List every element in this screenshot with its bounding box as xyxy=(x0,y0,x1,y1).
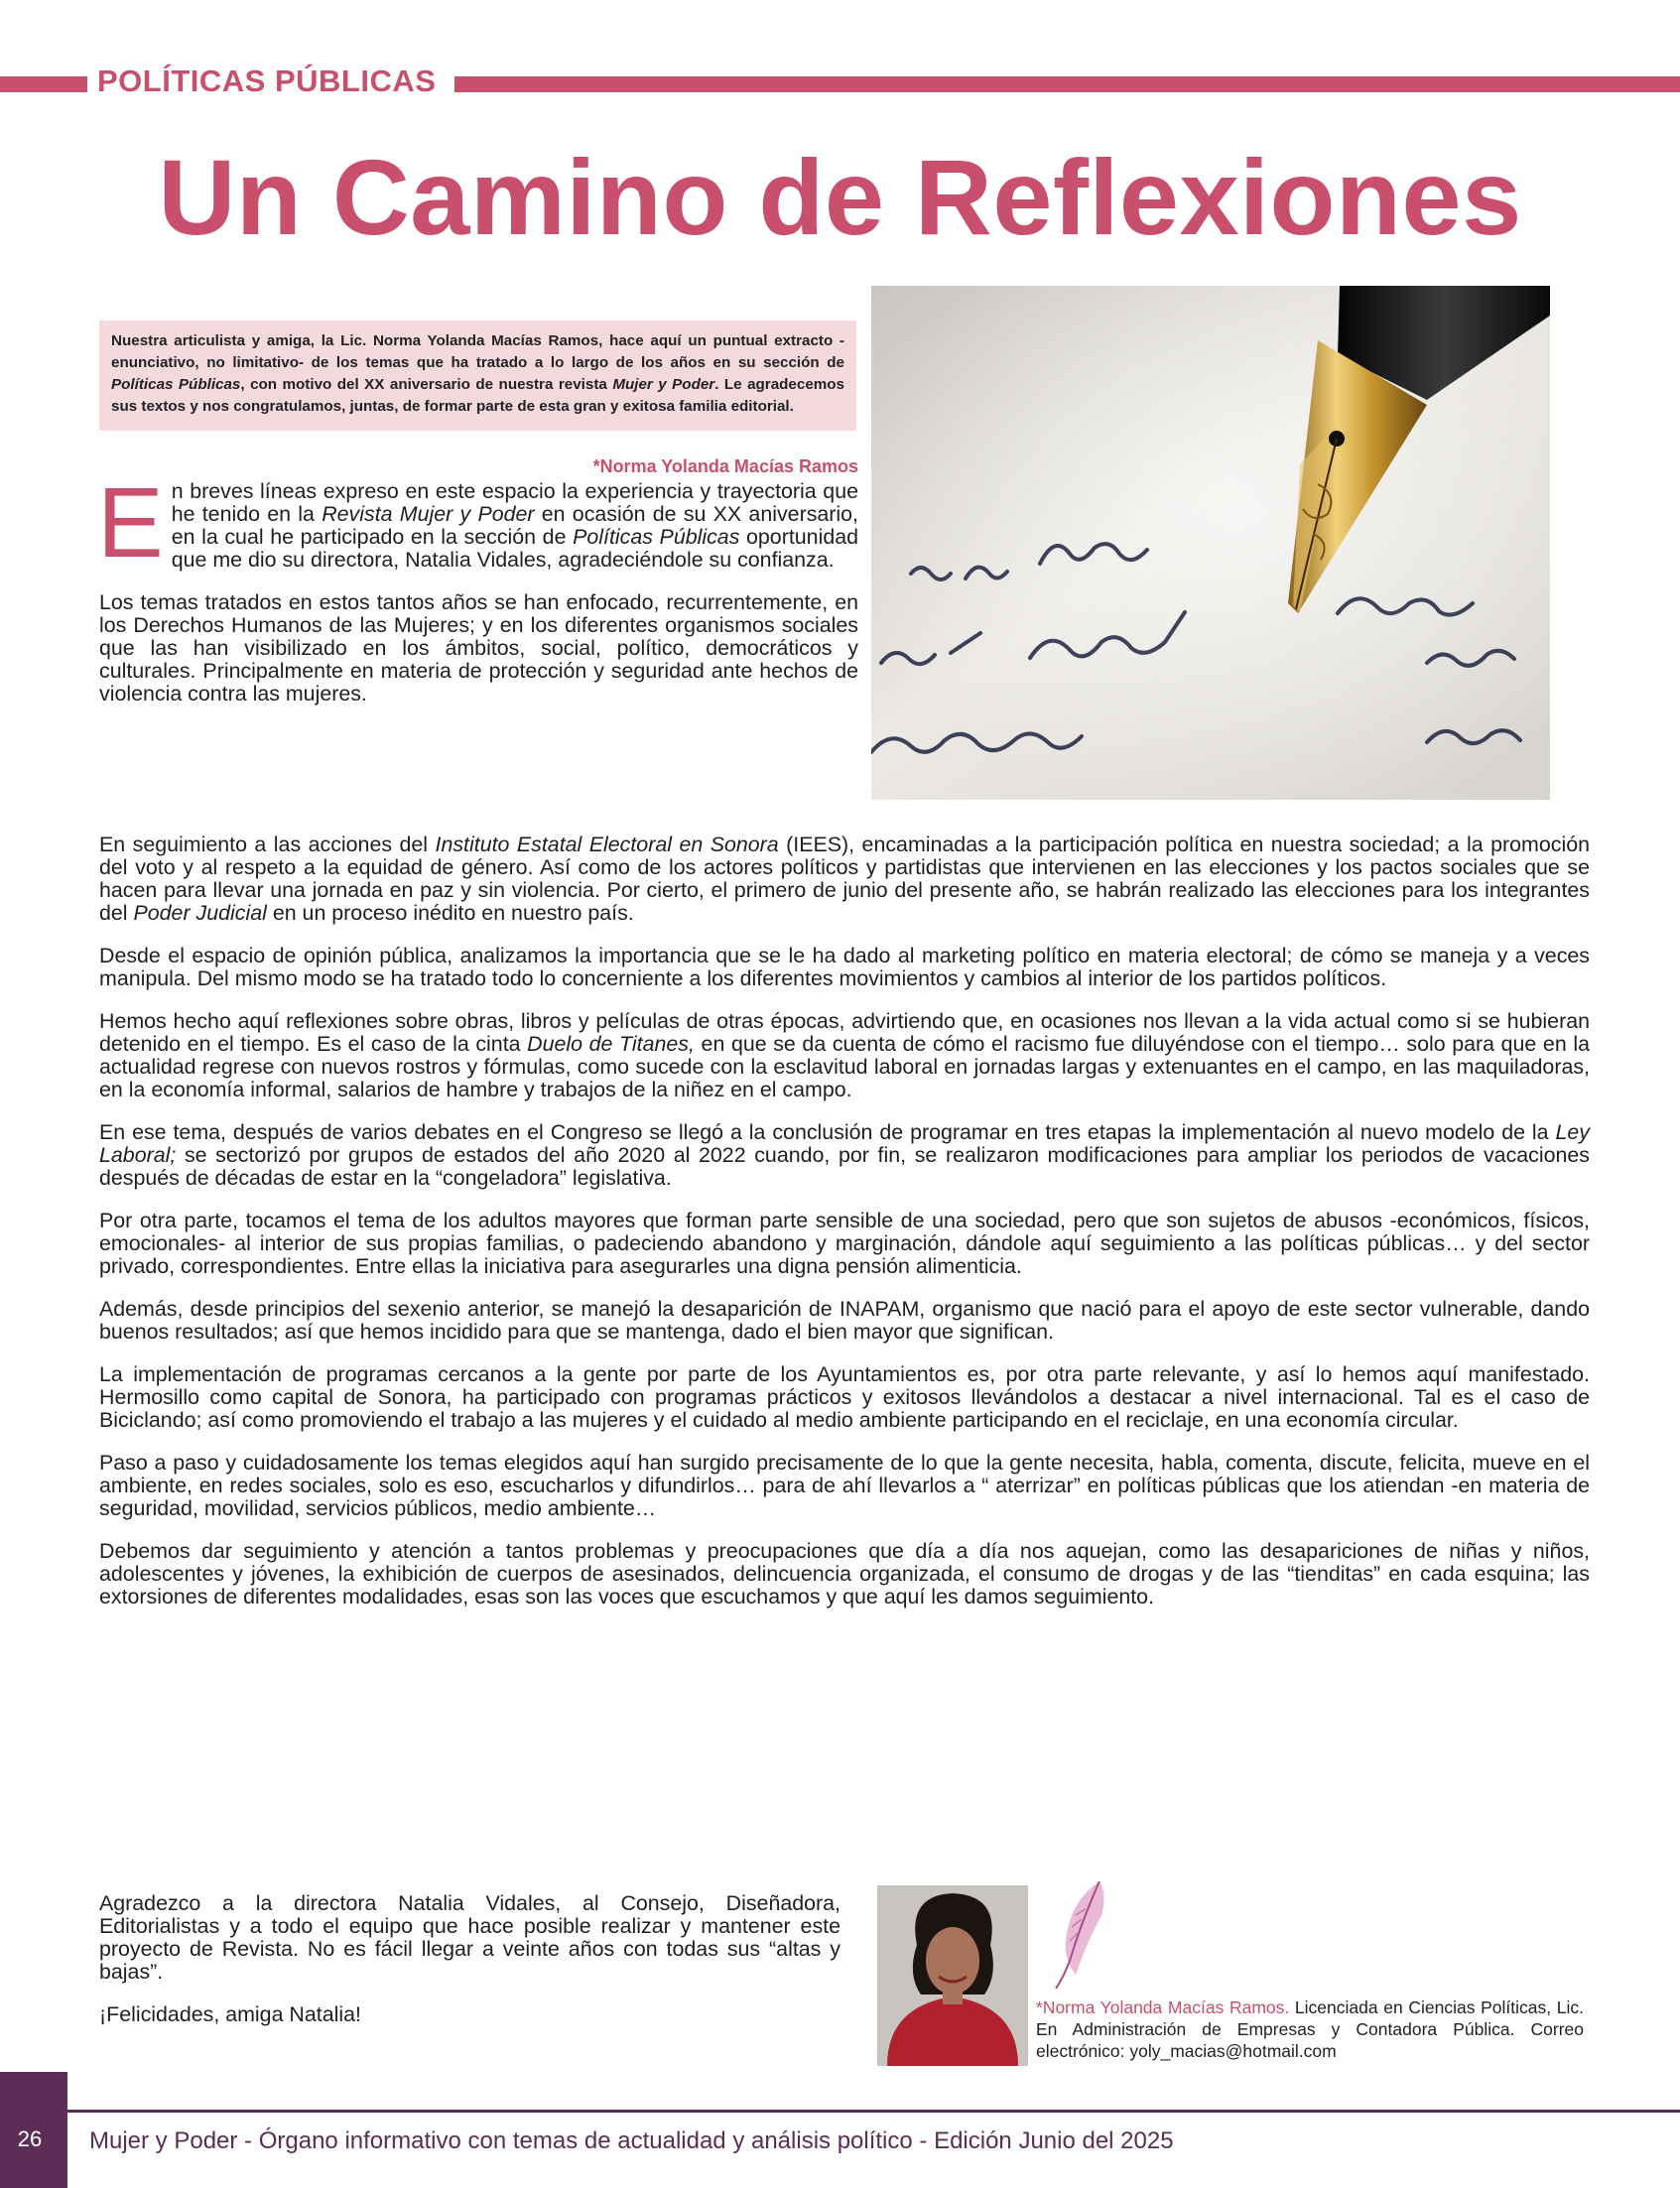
paragraph-11: Debemos dar seguimiento y atención a tantos problemas y preocupaciones que día a día nos aquejan, como las desapariciones de niñas y niños, adolescentes y jóvenes, la exhibición de cuerpos de asesinados, delincuencia organizada, el consumo de drogas y de las “tienditas” en cada esquina; las extorsiones de diferentes modalidades, esas son las voces que escuchamos y que aquí les damos seguimiento. xyxy=(99,1539,1590,1609)
author-bio xyxy=(1036,1996,1584,2062)
text-run: se sectorizó por grupos de estados del año 2020 al 2022 cuando, por fin, se realizaron modificaciones para ampliar los periodos de vacaciones después de décadas de estar en la “congeladora” legislativa. xyxy=(99,1143,1590,1190)
bio-text: Licenciada en Ciencias Políticas, Lic. En Administración de Empresas y Contadora Pública. Correo electrónico: yoly_macias@hotmail.com xyxy=(1036,1997,1584,2061)
portrait-illustration xyxy=(877,1885,1028,2066)
intro-emphasis: Mujer y Poder xyxy=(612,376,715,393)
text-run: oportunidad que me dio su directora, Natalia Vidales, agradeciéndole su confianza. xyxy=(171,525,859,572)
paragraph-13: ¡Felicidades, amiga Natalia! xyxy=(99,2002,361,2026)
intro-emphasis: Políticas Públicas xyxy=(111,376,241,393)
text-run: en un proceso inédito en nuestro país. xyxy=(266,901,634,925)
footer-rule xyxy=(0,2110,1680,2113)
text-emphasis: Instituto Estatal Electoral en Sonora xyxy=(435,833,779,856)
header-bar-right xyxy=(454,76,1680,92)
closing-column xyxy=(99,1892,840,2026)
header-bar-left xyxy=(0,76,87,92)
text-run: Hemos hecho aquí reflexiones sobre obras, libros y películas de otras épocas, advirtiendo que, en ocasiones nos llevan a la vida actual como si se hubieran detenido en el tiempo. Es el caso de la cinta xyxy=(99,1009,1590,1056)
text-emphasis: Ley Laboral; xyxy=(99,1120,1590,1167)
intro-text: Nuestra articulista y amiga, la Lic. Norma Yolanda Macías Ramos, hace aquí un puntual extracto -enunciativo, no limitativo- de los temas que ha tratado a lo largo de los años en su sección de xyxy=(111,332,844,371)
paragraph-12: Agradezco a la directora Natalia Vidales, al Consejo, Diseñadora, Editorialistas y a todo el equipo que hace posible realizar y mantener este proyecto de Revista. No es fácil llegar a veinte años con todas sus “altas y bajas”. xyxy=(99,1891,840,1984)
fountain-pen-photo xyxy=(871,286,1550,800)
text-run: En ese tema, después de varios debates en el Congreso se llegó a la conclusión de programar en tres etapas la implementación al nuevo modelo de la xyxy=(99,1120,1556,1144)
paragraph-2: Los temas tratados en estos tantos años se han enfocado, recurrentemente, en los Derechos Humanos de las Mujeres; y en los diferentes organismos sociales que las han visibilizado en los ámbitos, social, político, democráticos y culturales. Principalmente en materia de protección y seguridad ante hechos de violencia contra las mujeres. xyxy=(99,590,858,706)
feather-illustration xyxy=(1052,1879,1109,1991)
paragraph-6 xyxy=(99,1121,1590,1190)
paragraph-9: La implementación de programas cercanos a la gente por parte de los Ayuntamientos es, por otra parte relevante, y así lo hemos aquí manifestado. Hermosillo como capital de Sonora, ha participado con programas prácticos y exitosos llevándolos a destacar a nivel internacional. Tal es el caso de Biciclando; así como promoviendo el trabajo a las mujeres y el cuidado al medio ambiente participando en el reciclaje, en una economía circular. xyxy=(99,1362,1590,1432)
bio-name: *Norma Yolanda Macías Ramos. xyxy=(1036,1997,1290,2017)
text-emphasis: Poder Judicial xyxy=(133,901,267,925)
section-label: POLÍTICAS PÚBLICAS xyxy=(97,64,437,98)
intro-text: . Le agradecemos sus textos y nos congratulamos, juntas, de formar parte de esta gran y exitosa familia editorial. xyxy=(111,376,844,415)
footer-text: Mujer y Poder - Órgano informativo con temas de actualidad y análisis político - Edición Junio del 2025 xyxy=(89,2127,1174,2154)
feather-icon xyxy=(1052,1879,1109,1991)
text-emphasis: Revista Mujer y Poder xyxy=(322,502,535,526)
text-run: (IEES), encaminadas a la participación política en nuestra sociedad; a la promoción del voto y al respeto a la equidad de género. Así como de los actores políticos y partidistas que intervienen en las elecciones y los pactos sociales que se hacen para llevar una jornada en paz y sin violencia. Por cierto, el primero de junio del presente año, se habrán realizado las elecciones para los integrantes del xyxy=(99,833,1590,925)
paragraph-5 xyxy=(99,1010,1590,1101)
text-run: En seguimiento a las acciones del xyxy=(99,833,436,856)
page-number: 26 xyxy=(17,2126,43,2151)
article-title: Un Camino de Reflexiones xyxy=(158,137,1522,257)
paragraph-3 xyxy=(99,834,1590,925)
article-body xyxy=(99,834,1590,1609)
intro-box xyxy=(99,321,856,431)
drop-cap: E xyxy=(97,467,164,579)
text-run: en ocasión de su XX aniversario, en la cual he participado en la sección de xyxy=(171,502,859,549)
author-portrait xyxy=(877,1885,1028,2066)
paragraph-10: Paso a paso y cuidadosamente los temas elegidos aquí han surgido precisamente de lo que la gente necesita, habla, comenta, discute, felicita, mueve en el ambiente, en redes sociales, solo es eso, escucharlos y difundirlos… para de ahí llevarlos a “ aterrizar” en políticas públicas que los atiendan -en materia de seguridad, movilidad, servicios públicos, medio ambiente… xyxy=(99,1451,1590,1520)
paragraph-8: Además, desde principios del sexenio anterior, se manejó la desaparición de INAPAM, organismo que nació para el apoyo de este sector vulnerable, dando buenos resultados; así que hemos incidido para que se mantenga, dado el bien mayor que significan. xyxy=(99,1297,1590,1344)
paragraph-7: Por otra parte, tocamos el tema de los adultos mayores que forman parte sensible de una sociedad, pero que son sujetos de abusos -económicos, físicos, emocionales- al interior de sus propias familias, o padeciendo abandono y marginación, dándole aquí seguimiento a las políticas públicas… y del sector privado, correspondientes. Entre ellas la iniciativa para asegurarles una digna pensión alimenticia. xyxy=(99,1209,1590,1278)
text-run: n breves líneas expreso en este espacio la experiencia y trayectoria que he tenido en la xyxy=(171,479,858,526)
intro-text: , con motivo del XX aniversario de nuestra revista xyxy=(240,376,613,393)
pen-illustration xyxy=(871,286,1550,800)
text-emphasis: Políticas Públicas xyxy=(573,525,740,549)
author-byline: *Norma Yolanda Macías Ramos xyxy=(592,456,858,476)
paragraph-4: Desde el espacio de opinión pública, analizamos la importancia que se le ha dado al marketing político en materia electoral; de cómo se maneja y a veces manipula. Del mismo modo se ha tratado todo lo concerniente a los diferentes movimientos y cambios al interior de los partidos políticos. xyxy=(99,944,1590,990)
intro-column xyxy=(97,467,859,706)
text-run: en que se da cuenta de cómo el racismo fue diluyéndose con el tiempo… solo para que en la actualidad regrese con nuevos rostros y fórmulas, como sucede con la esclavitud laboral en jornadas largas y extenuantes en el campo, en las maquiladoras, en la economía informal, salarios de hambre y trabajos de la niñez en el campo. xyxy=(99,1032,1590,1101)
paragraph-1 xyxy=(97,467,859,579)
text-emphasis: Duelo de Titanes, xyxy=(527,1032,695,1056)
